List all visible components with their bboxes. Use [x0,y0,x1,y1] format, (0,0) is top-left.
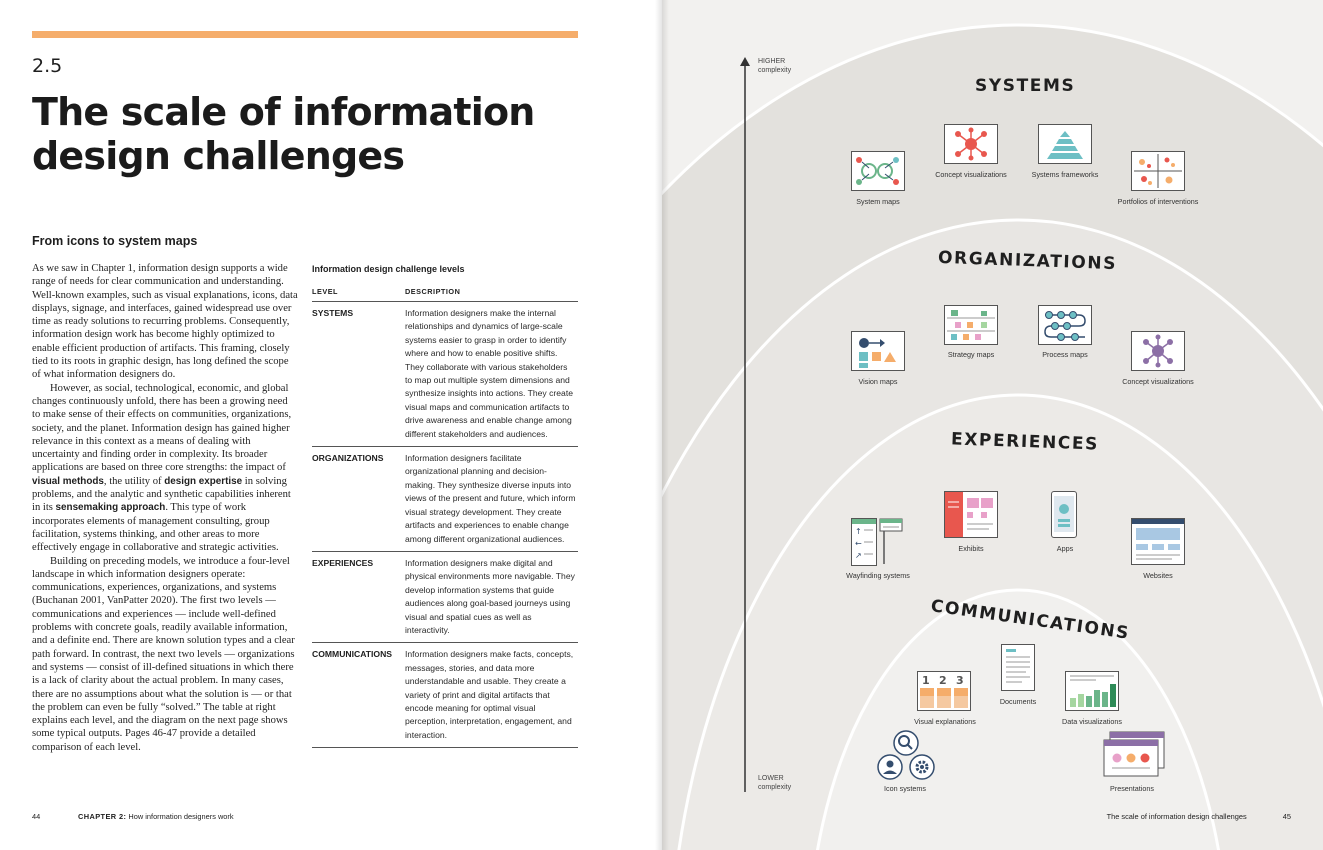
visual-explanations-icon [917,671,971,711]
icon-label: Presentations [1110,784,1154,793]
axis-label-lower [758,774,791,792]
table-title: Information design challenge levels [312,264,465,274]
section-number: 2.5 [32,55,63,77]
axis-lower-sub: complexity [758,784,792,791]
subhead: From icons to system maps [32,234,198,248]
table-cell-description: Information designers make digital and physical environments more navigable. They develop information systems that guide audiences along goal-based journeys using visual and spatial cues as well as interactivity. [405,557,575,635]
table-header-level: LEVEL [312,287,339,296]
table-row [312,552,578,643]
level-title-communications: COMMUNICATIONS [929,596,1132,644]
body-text-span: However, as social, technological, economic, and global changes continuously unfold, there has been a growing need to make sense of their effects on communities, organizations, society, and the planet. Information design has gained higher relevance in this context as a means of dealing with uncertainty and finding order in complexity. Its broader applications are based on three core strengths: the impact of [32,382,292,474]
apps-phone-icon [1051,491,1077,538]
table-row [312,302,578,447]
axis-lower-text: LOWER [758,775,784,782]
icon-label: Data visualizations [1062,717,1122,726]
level-title-experiences: EXPERIENCES [950,429,1100,455]
vision-maps-icon [851,331,905,371]
body-text [32,262,298,754]
icon-label: Exhibits [958,544,984,553]
table-cell-level: ORGANIZATIONS [312,453,384,464]
table-header-description: DESCRIPTION [405,287,461,296]
level-title-organizations: ORGANIZATIONS [937,247,1118,275]
running-chapter [78,812,234,821]
bold-term-design-expertise: design expertise [164,475,243,487]
page-number-left: 44 [32,812,41,821]
table-cell-description: Information designers make the internal relationships and dynamics of large-scale systems easier to grasp in order to identify where and how to enable positive shifts. They collaborate with various stakeholders to map out multiple system dimensions and synthesize insights into actions. They create visual maps and communication artifacts to drive awareness and enable change among different stakeholders and audiences. [405,308,573,439]
table-header [312,287,578,302]
bold-term-sensemaking: sensemaking approach [55,502,166,514]
body-paragraph-2 [32,382,298,555]
icon-systems-icon [870,729,942,781]
table-row [312,447,578,552]
body-paragraph-1: As we saw in Chapter 1, information design supports a wide range of needs for clear communication and understanding. Well-known examples, such as visual explanations, icons, data displays, signage, and interfaces, gained widespread use over time as ready solutions to recurring problems. Consequently, information design work has become highly optimized to enable efficient production of artifacts. This framing, closely tied to its roots in graphic design, has long defined the scope of what information designers do. [32,263,298,381]
chapter-label: CHAPTER 2: [78,812,127,821]
bold-term-visual-methods: visual methods [32,475,104,487]
strategy-maps-icon [944,305,998,345]
icon-label: Websites [1143,571,1173,580]
axis-arrow-icon [740,57,750,66]
svg-text:↑: ↑ [855,527,862,536]
data-visualizations-icon [1065,671,1119,711]
icon-label: Vision maps [858,377,898,386]
icon-label: Icon systems [884,784,926,793]
documents-icon [1001,644,1035,691]
svg-text:←: ← [855,539,862,548]
level-title-systems: SYSTEMS [975,76,1076,96]
icon-label: Concept visualizations [935,170,1007,179]
icon-label: Apps [1056,544,1074,553]
page-number-right: 45 [1282,812,1291,821]
presentations-icon [1102,730,1166,780]
step-number: 1 [922,674,930,687]
body-text-span: , the utility of [103,475,165,487]
book-gutter-shadow [655,0,669,850]
search-icon [894,731,918,755]
wayfinding-post-icon [879,518,905,566]
table-cell-level: SYSTEMS [312,308,354,318]
table-cell-description: Information designers make facts, concepts, messages, stories, and data more understandable and usable. They create a variety of print and digital artifacts that encode meaning for optimal visual perception, interpretation, engagement, and interaction. [405,649,574,740]
wayfinding-signs-icon [851,518,877,566]
axis-higher-text: HIGHER [758,58,786,65]
chapter-title: How information designers work [128,812,234,821]
icon-label: Portfolios of interventions [1117,197,1199,206]
step-number: 3 [956,674,964,687]
table-cell-level: EXPERIENCES [312,557,374,568]
body-text-span: in solving problems, and the analytic and synthetic capabilities inherent in its [32,475,291,514]
icon-label: Wayfinding systems [846,571,910,580]
icon-label: Documents [999,697,1037,706]
running-title: The scale of information design challenges [1106,812,1247,821]
icon-label: Systems frameworks [1031,170,1099,179]
icon-label: System maps [856,197,900,206]
systems-frameworks-icon [1038,124,1092,164]
concept-visualizations-icon [944,124,998,164]
table-cell-level: COMMUNICATIONS [312,649,393,660]
right-page [662,0,1323,850]
page-title [32,90,552,178]
icon-label: Process maps [1042,350,1088,359]
challenge-levels-table [312,287,578,748]
table-cell-description: Information designers facilitate organizational planning and decision-making. They synthesize diverse inputs into views of the present and future, which inform visual strategy development. They create artifacts and experiences to enable change among different organizational audiences. [405,453,576,544]
axis-label-higher [758,57,791,75]
left-footer [32,812,234,821]
page-title-line1: The scale of information [32,90,535,134]
step-number: 2 [939,674,947,687]
exhibits-icon [944,491,998,538]
body-text-span: . This type of work incorporates elements of management consulting, group facilitation, systems thinking, and other areas to more effectively engage in collaborative and strategic activities. [32,502,279,554]
table-row [312,643,578,748]
svg-text:↗: ↗ [855,551,862,560]
page-title-line2: design challenges [32,134,405,178]
icon-label: Concept visualizations [1122,377,1194,386]
process-maps-icon [1038,305,1092,345]
icon-label: Visual explanations [914,717,976,726]
icon-label: Strategy maps [947,350,995,359]
system-maps-icon [851,151,905,191]
section-accent-bar [32,31,578,38]
axis-higher-sub: complexity [758,67,792,74]
portfolios-of-interventions-icon [1131,151,1185,191]
websites-icon [1131,518,1185,565]
concept-visualizations-org-icon [1131,331,1185,371]
body-paragraph-3: Building on preceding models, we introduce a four-level landscape in which information designers operate: communications, experiences, organizations, and systems (Buchanan 2001, VanPatter 2020). The first two levels — communications and experiences — include well-defined problems with concrete goals, readily available information, and a definite end. There are known solution types and a clear path forward. In contrast, the next two levels — organizations and systems — consist of ill-defined situations in which there is a lack of clarity about the actual problem. In many cases, there are no assumptions about what the solution is — or that the problem can even be fully “solved.” The table at right explains each level, and the diagram on the next page shows some typical outputs. Pages 46-47 provide a detailed comparison of each level. [32,555,295,753]
right-footer [1107,812,1291,821]
